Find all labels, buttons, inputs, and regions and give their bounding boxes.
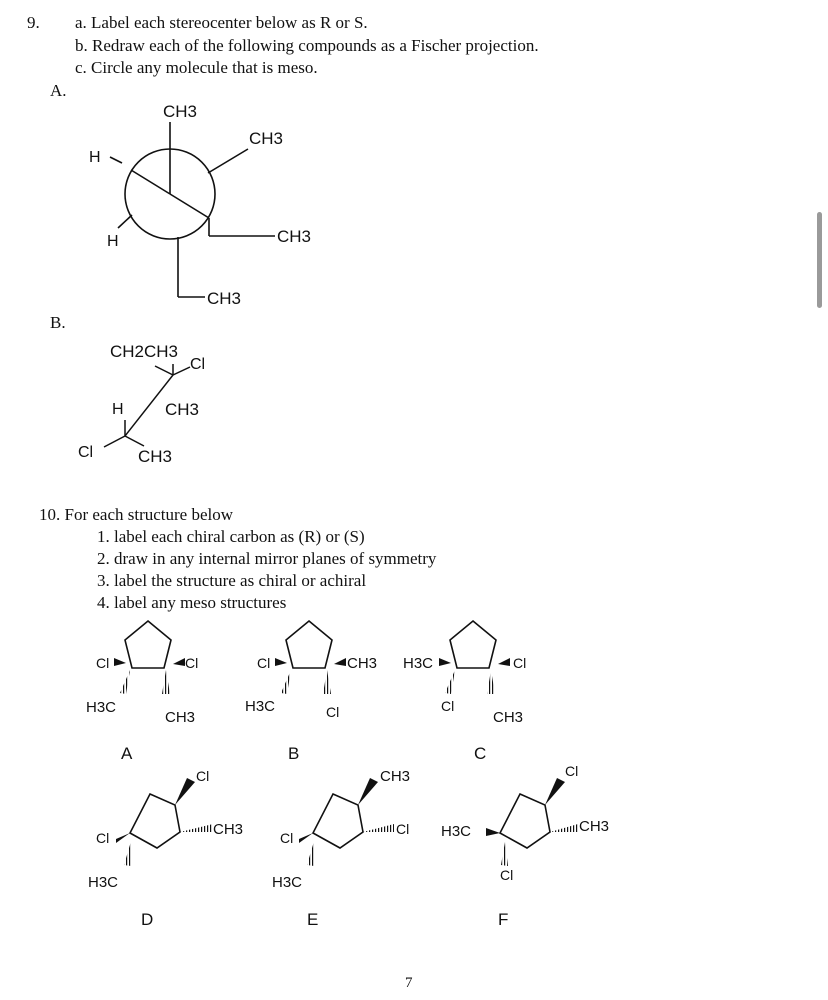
ring-c <box>403 621 526 763</box>
sawhorse-top-cl: Cl <box>190 356 206 373</box>
ring-e <box>272 768 410 929</box>
ring-c-h3c: H3C <box>403 655 434 672</box>
ring-d-left-cl: Cl <box>96 830 110 846</box>
ring-a <box>86 621 198 763</box>
ring-d-h3c: H3C <box>88 874 119 891</box>
page-number: 7 <box>405 975 413 991</box>
ring-a-right-cl: Cl <box>185 655 199 671</box>
newman-front-left-h: H <box>89 149 101 166</box>
q10-item-1: 1. label each chiral carbon as (R) or (S) <box>97 527 365 546</box>
newman-front-top-label: CH3 <box>163 102 198 121</box>
ring-a-left-cl: Cl <box>96 655 110 671</box>
ring-e-right-cl: Cl <box>396 821 410 837</box>
sawhorse-ch3-mid: CH3 <box>165 400 200 419</box>
ring-c-ch3: CH3 <box>493 709 524 726</box>
ring-f-h3c: H3C <box>441 823 472 840</box>
q9-instruction-c: c. Circle any molecule that is meso. <box>75 58 318 77</box>
ring-b-bottom-cl: Cl <box>326 704 340 720</box>
ring-f <box>441 763 609 929</box>
ring-b-left-cl: Cl <box>257 655 271 671</box>
q9-number: 9. <box>27 13 40 32</box>
ring-a-letter: A <box>121 744 133 763</box>
sawhorse-top-label: CH2CH3 <box>110 342 179 361</box>
ring-b-ch3: CH3 <box>347 655 378 672</box>
q10-title: 10. For each structure below <box>39 505 234 524</box>
ring-e-h3c: H3C <box>272 874 303 891</box>
q9-instruction-a: a. Label each stereocenter below as R or S. <box>75 13 368 32</box>
newman-projection <box>110 122 275 297</box>
ring-a-ch3: CH3 <box>165 709 196 726</box>
ring-e-left-cl: Cl <box>280 830 294 846</box>
ring-b-h3c: H3C <box>245 698 276 715</box>
newman-back-upper-right-label: CH3 <box>249 129 284 148</box>
ring-c-bottom-cl: Cl <box>441 698 455 714</box>
ring-e-ch3: CH3 <box>380 768 411 785</box>
ring-b <box>245 621 377 763</box>
sawhorse-bottom-cl: Cl <box>78 444 94 461</box>
newman-front-right-label: CH3 <box>277 227 312 246</box>
ring-c-right-cl: Cl <box>513 655 527 671</box>
sawhorse-bottom-ch3: CH3 <box>138 447 173 466</box>
ring-f-bottom-cl: Cl <box>500 867 514 883</box>
ring-f-top-cl: Cl <box>565 763 579 779</box>
q9-part-b-label: B. <box>50 313 66 332</box>
ring-f-letter: F <box>498 910 509 929</box>
ring-d-ch3: CH3 <box>213 821 244 838</box>
newman-back-left-h: H <box>107 233 119 250</box>
ring-c-letter: C <box>474 744 487 763</box>
q10-item-3: 3. label the structure as chiral or achiral <box>97 571 367 590</box>
ring-e-letter: E <box>307 910 319 929</box>
newman-back-bottom-label: CH3 <box>207 289 242 308</box>
q9-part-a-label: A. <box>50 81 67 100</box>
q9-instruction-b: b. Redraw each of the following compounds as a Fischer projection. <box>75 36 539 55</box>
q10-item-4: 4. label any meso structures <box>97 593 287 612</box>
ring-d <box>88 768 243 929</box>
ring-a-h3c: H3C <box>86 699 117 716</box>
sawhorse-h: H <box>112 401 124 418</box>
ring-b-letter: B <box>288 744 300 763</box>
ring-d-top-cl: Cl <box>196 768 210 784</box>
ring-d-letter: D <box>141 910 154 929</box>
q10-item-2: 2. draw in any internal mirror planes of symmetry <box>97 549 437 568</box>
ring-f-ch3: CH3 <box>579 818 610 835</box>
